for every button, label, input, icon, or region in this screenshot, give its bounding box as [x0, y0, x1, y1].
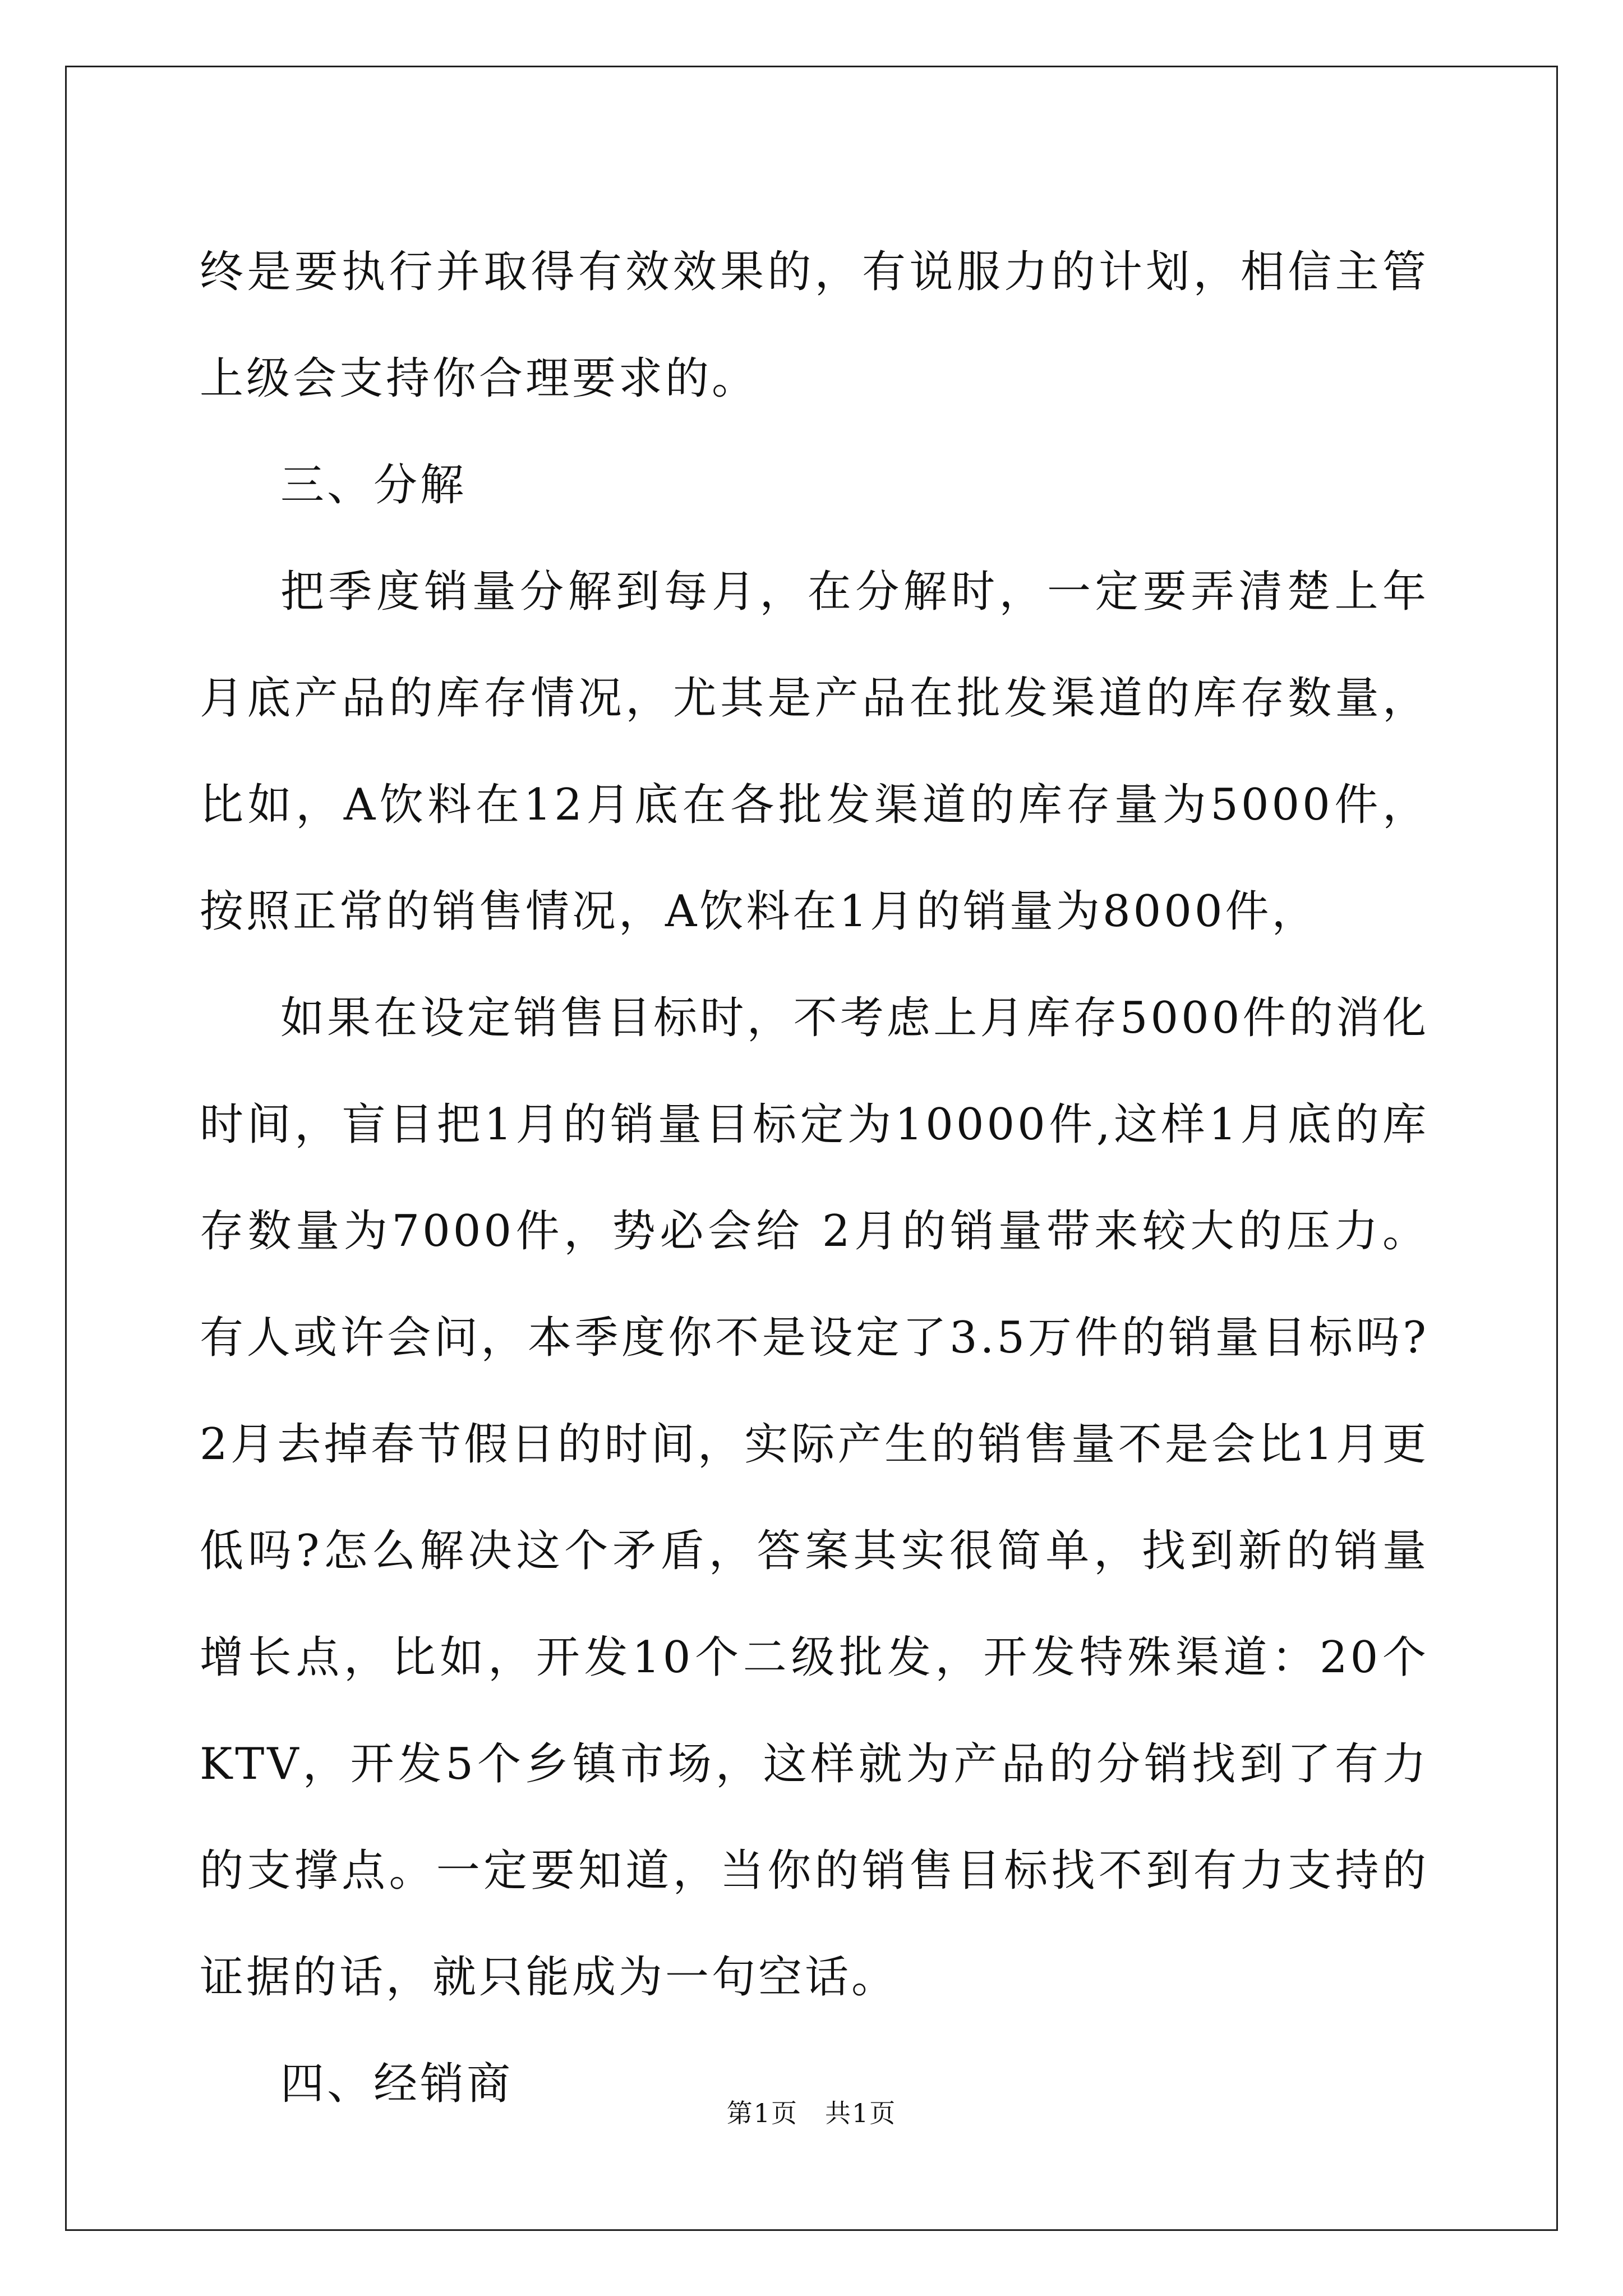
paragraph-sales-target: 如果在设定销售目标时，不考虑上月库存5000件的消化时间，盲目把1月的销量目标定为10000件,这样1月底的库存数量为7000件，势必会给 2月的销量带来较大的压力。有人或许会问，本季度你不是设定了3.5万件的销量目标吗?2月去掉春节假日的时间，实际产生的销售量不是会比1月更低吗?怎么解决这个矛盾，答案其实很简单，找到新的销量增长点，比如，开发10个二级批发，开发特殊渠道：20个KTV，开发5个乡镇市场，这样就为产品的分销找到了有力的支撑点。一定要知道，当你的销售目标找不到有力支持的证据的话，就只能成为一句空话。 — [200, 993, 1429, 2003]
page-total: 共1页 — [825, 2098, 897, 2128]
paragraph-monthly-breakdown: 把季度销量分解到每月，在分解时，一定要弄清楚上年月底产品的库存情况，尤其是产品在批发渠道的库存数量，比如，A饮料在12月底在各批发渠道的库存量为5000件，按照正常的销售情况，A饮料在1月的销量为8000件， — [200, 567, 1429, 937]
page-footer — [0, 2093, 1623, 2130]
paragraph-continuation: 终是要执行并取得有效效果的，有说服力的计划，相信主管上级会支持你合理要求的。 — [200, 247, 1429, 404]
page-number: 第1页 — [726, 2098, 798, 2128]
section-heading-decompose: 三、分解 — [280, 460, 467, 510]
section-heading-distributor: 四、经销商 — [280, 2059, 514, 2109]
document-body — [200, 219, 1429, 2137]
